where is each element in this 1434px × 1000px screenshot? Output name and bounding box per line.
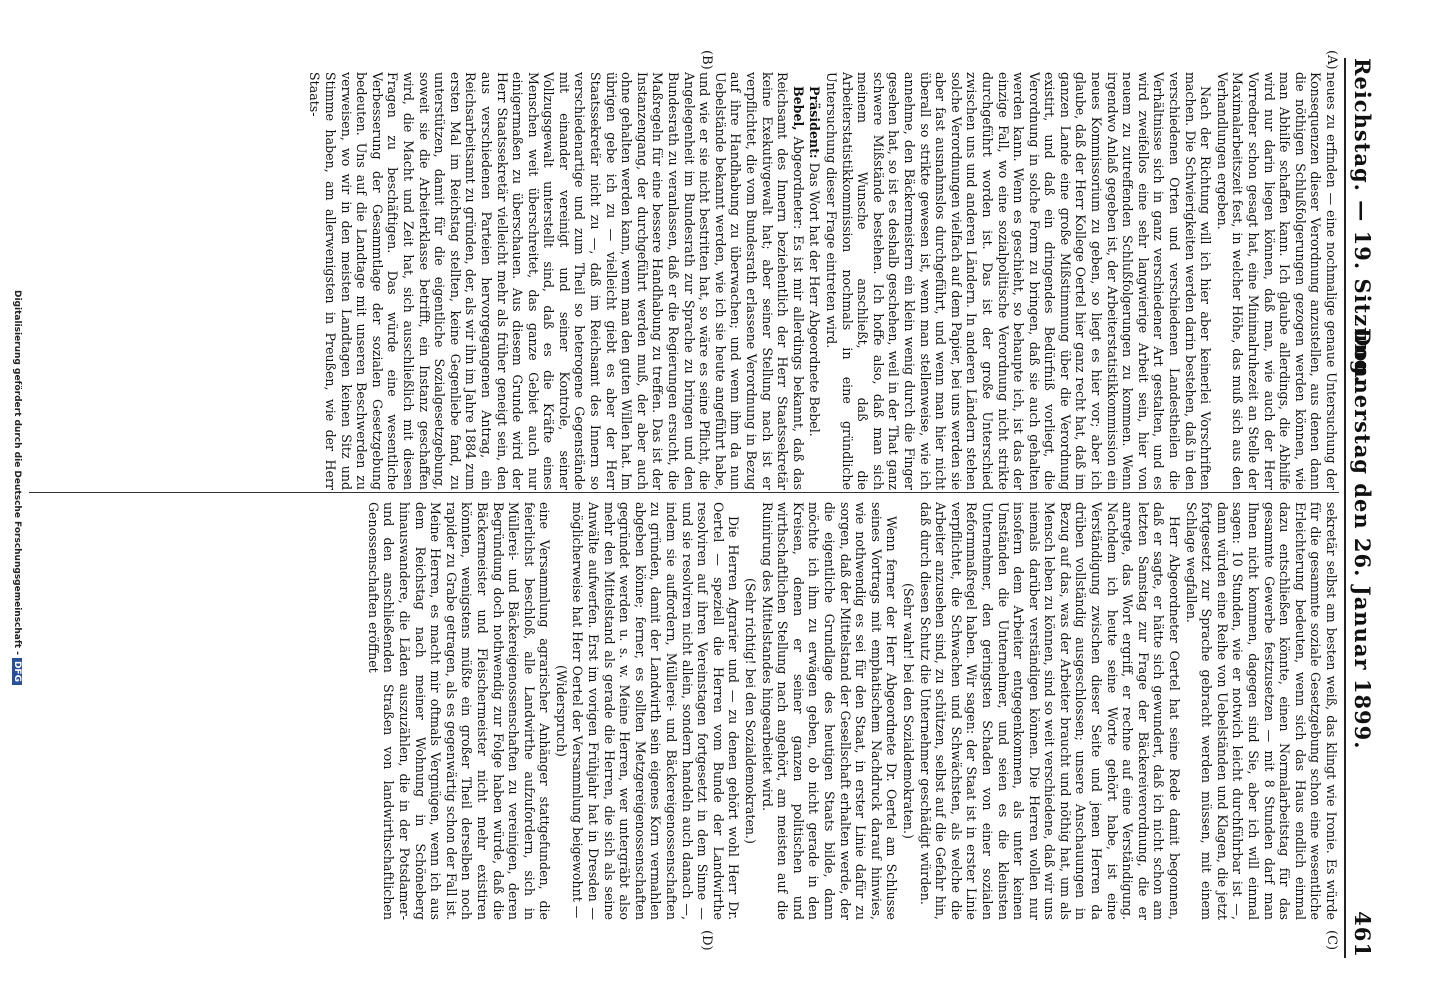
paragraph: sekretär selbst am besten weiß, das klingt wie Ironie. Es würde für die gesammte soziale Gesetzgebung schon eine wesentliche Erleichterung bedeuten, wenn sich das Haus endlich einmal dazu entschließen könnte, einen Normalarbeitstag für das gesammte Gewerbe festzusetzen — mit 8 Stunden darf man Ihnen nicht kommen, dagegen sind Sie, aber ich will einmal sagen: 10 Stunden, wie er notwich leicht durchführbar ist —, dann würden eine Reihe von Uebelständen und Klagen, die jetzt fortgesetzt zur Sprache gebracht werden müssen, mit einem Schlage wegfallen.	[1183, 502, 1339, 920]
marker-c: (C)	[1324, 930, 1339, 951]
bebel-speech: Bebel, Abgeordneter: Es ist mir allerdings bekannt, daß das Reichsamt des Innern beziehentlich der Herr Staatssekretär keine Exekutivgewalt hat; aber seiner Stellung nach ist er verpflichtet, die vom Bundesrath erlassene Verordnung in Bezug auf ihre Handhabung zu überwachen; und wenn ihm da nun Uebelstände bekannt werden, wie ich sie heute angeführt habe, und wie er sie nicht bestritten hat, so wäre es seine Pflicht, die Angelegenheit im Bundesrath zur Sprache zu bringen und den Bundesrath zu veranlassen, daß er die Regierungen ersucht, die Maßregeln für eine bessere Handhabung zu treffen. Das ist der Instanzengang, der durchgeführt werden muß, der aber auch ohne gehalten werden kann, wenn man den guten Willen hat. Im übrigen gebe ich zu — vielleicht giebt es aber der Herr Staatssekretär nicht zu —, daß im Reichsamt des Innern so verschiedenartige und zum Theil so heterogene Gegenstände mit einander vereinigt und seiner Kontrole, seiner Vollzugsgewalt unterstellt sind, daß es die Kräfte eines Menschen weit überschreitet, das ganze Gebiet auch nur einigermaßen zu überschauen. Aus diesem Grunde wird der Herr Staatssekretär vielleicht mehr als früher geneigt sein, den aus verschiedenen Parteien hervorgegangenen Antrag, ein Reichsarbeitsamt zu gründen, der, als wir ihn im Jahre 1884 zum ersten Mal im Reichstag stellten, keine Gegenliebe fand, zu unterstützen, damit für die eigentliche Sozialgesetzgebung, soweit sie die Arbeiterklasse betrifft, ein Instanz geschaffen wird, die Macht und Zeit hat, sich ausschließlich mit diesen Fragen zu beschäftigen. Das würde eine wesentliche Verbesserung der Gesammtlage der sozialen Gesetzgebung bedeuten. Uns auf die Landtage mit unseren Beschwerden zu verweisen, wo wir in den meisten Landtagen keinen Sitz und Stimme haben, am allerwenigsten in Preußen, wie der Herr Staats-	[307, 72, 806, 490]
marker-b: (B)	[699, 50, 714, 70]
paragraph: Nach der Richtung will ich hier aber keinerlei Vorschriften machen. Die Schwierigkeiten werden darin bestehen, daß in den verschiedenen Orten und verschiedenen Landestheilen die Verhältnisse sich in ganz verschiedener Art gestalten, und es wird zweifellos eine sehr langwierige Arbeit sein, hier von neuem zu zutreffenden Schlußfolgerungen zu kommen. Wenn irgendwo Anlaß gegeben ist, der Arbeiterstatistikkommission ein neues Kommissorium zu geben, so liegt es hier vor; aber ich glaube, daß der Herr Kollege Oertel hier ganz recht hat, daß im ganzen Lande eine große Mißstimmung über die Verordnung existirt, und daß ein dringendes Bedürfniß vorliegt, die Verordnung in solche Form zu bringen, daß sie auch gehalten werden kann. Wenn es geschieht, so behaupte ich, ist das der einzige Fall, wo eine sozialpolitische Verordnung nicht strikte durchgeführt worden ist. Das ist der große Unterschied zwischen uns und anderen Ländern. In anderen Ländern stehen solche Verordnungen vielfach auf dem Papier, bei uns werden sie aber fast ausnahmslos durchgeführt, und wenn man hier nicht überall so strikte gewesen ist, wenn man stellenweise, wie ich annehme, den Bäckermeistern ein klein wenig durch die Finger gesehen hat, so ist es deshalb geschehen, weil in der That ganz schwere Mißstände bestehen. Ich hoffe also, daß man sich meinem Wunsche anschließt, daß die Arbeiterstatistikkommission nochmals in eine gründliche Untersuchung dieser Frage eintreten wird.	[824, 72, 1214, 490]
speaker-label: Bebel,	[790, 86, 806, 131]
dfg-badge: DFG	[12, 658, 22, 685]
column-divider	[29, 492, 1339, 493]
page-header	[1344, 58, 1376, 958]
paragraph: Die Herren Agrarier und — zu denen gehört wohl Herr Dr. Oertel — speziell die Herren vom Bunde der Landwirthe resolviren auf ihren Vereinstagen fortgesetzt in dem Sinne — und sie resolviren nicht allein, sondern handeln auch danach —, indem sie auffordern, Müllerei- und Bäckereigenossenschaften zu gründen, damit der Landwirth sein eigenes Korn vermahlen abgeben könne; ferner, es sollten Metzgereigenossenschaften gegründet werden u. s. w. Meine Herren, wer untergräbt also mehr den Mittelstand als gerade die Herren, die sich als seine Anwälte aufwerfen. Erst im vorigen Frühjahr hat in Dresden — möglicherweise hat Herr Oertel der Versammlung beigewohnt —	[570, 502, 742, 920]
marker-a: (A)	[1324, 50, 1339, 70]
interjection: (Widerspruch)	[553, 665, 569, 757]
marker-d: (D)	[699, 930, 714, 951]
president-statement: Präsident: Das Wort hat der Herr Abgeordnete Bebel.	[807, 86, 823, 437]
header-date: Donnerstag den 26. Januar 1899.	[1350, 328, 1375, 750]
paragraph: eine Versammlung agrarischer Anhänger stattgefunden, die feierlichst beschloß, alle Landwirthe aufzufordern, sich in Müllerei- und Bäckereigenossenschaften zu vereinigen, deren Begründung doch nothwendig zur Folge haben würde, daß die Bäckermeister und Fleischermeister nicht mehr existiren könnten, wenigstens müßte ein großer Theil derselben noch rapider zu Grabe getragen, als es gegenwärtig schon der Fall ist. Meine Herren, es macht mir oftmals Vergnügen, wenn ich aus dem Reichstag nach meiner Wohnung in Schöneberg hinauswandere, die Läden auszuzählen, die in der Potsdamer- und den anschließenden Straßen von landwirthschaftlichen Genossenschaften eröffnet	[365, 502, 553, 920]
header-left: Reichstag. — 19. Sitzung.	[1350, 58, 1375, 384]
page-number: 461	[1350, 911, 1375, 958]
left-column	[29, 72, 1339, 490]
interjection: (Sehr wahr! bei den Sozialdemokraten.)	[900, 583, 916, 839]
digitization-credit: Digitalisierung gefördert durch die Deutsche Forschungsgemeinschaft -DFG	[12, 290, 22, 685]
paragraph: Herr Abgeordneter Oertel hat seine Rede damit begonnen, daß er sagte, er hätte sich gewundert, daß ich nicht schon am letzten Samstag zur Frage der Bäckereiverordnung, die er anregte, das Wort ergriff, er rechne auf eine Verständigung. Nachdem ich heute seine Worte gehört habe, ist eine Verständigung zwischen dieser Seite und jenen Herren da drüben vollständig ausgeschlossen; unsere Anschauungen in Bezug auf das, was der Arbeiter braucht und nöthig hat, um als Mensch leben zu können, sind so weit verschiedene, daß wir uns niemals darüber verständigen können. Die Herren wollen nur insofern dem Arbeiter entgegenkommen, als unter keinen Umständen die Unternehmer, und seien es die kleinsten Unternehmer, den geringsten Schaden von einer sozialen Reformmaßregel haben. Wir sagen: der Staat ist in erster Linie verpflichtet, die Schwachen und Schwächsten, als welche die Arbeiter anzusehen sind, zu schützen, selbst auf die Gefahr hin, daß durch diesen Schutz die Unternehmer geschädigt würden.	[917, 502, 1183, 920]
interjection: (Sehr richtig! bei den Sozialdemokraten.)	[743, 578, 759, 844]
right-column	[29, 502, 1339, 920]
paragraph: Wenn ferner der Herr Abgeordnete Dr. Oertel am Schlusse seines Vortrags mit emphatischem Nachdruck darauf hinwies, wie nothwendig es sei für den Staat, in erster Linie dafür zu sorgen, daß der Mittelstand der Gesellschaft erhalten werde, der die eigentliche Grundlage des heutigen Staats bilde, dann möchte ich ihm zu erwägen geben, ob nicht gerade in den Kreisen, denen er seiner ganzen politischen und wirthschaftlichen Stellung nach angehört, am meisten auf die Ruinirung des Mittelstandes hingearbeitet wird.	[759, 502, 900, 920]
paragraph: neues zu erfinden — eine nochmalige genaue Untersuchung der Konsequenzen dieser Verordnung anzustellen, aus denen dann die nöthigen Schlußfolgerungen gezogen werden können, wie man Abhilfe schaffen kann. Ich glaube allerdings, die Abhilfe wird nur darin liegen können, daß man, wie auch der Herr Vorredner schon gesagt hat, eine Minimalruhezeit an Stelle der Maximalarbeitszeit fest, in welcher Höhe, das muß sich aus den Verhandlungen ergeben.	[1214, 72, 1339, 490]
speaker-label: Präsident:	[807, 86, 823, 159]
